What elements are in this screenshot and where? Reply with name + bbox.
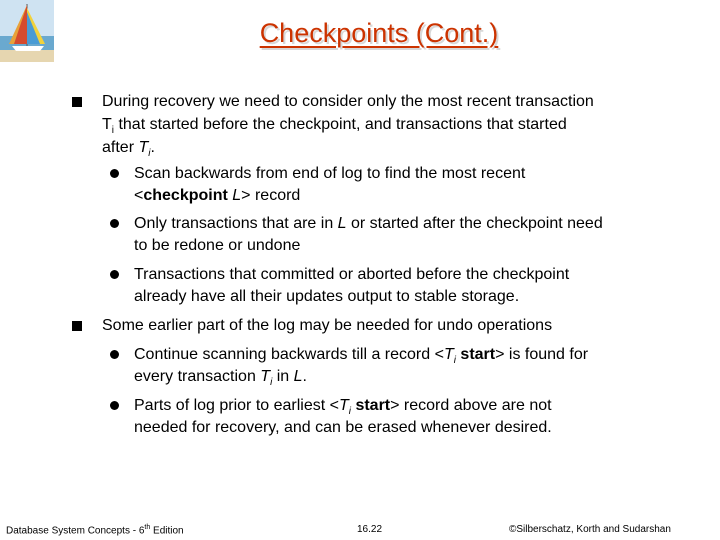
bullet-line: needed for recovery, and can be erased whenever desired. — [134, 419, 552, 436]
footer-page-number: 16.22 — [357, 524, 383, 535]
bullet-line: Parts of log prior to earliest $<T_i$ start> record above are not — [134, 397, 552, 418]
bullet-line: $T_i$ that started before the checkpoint, and transactions that started — [102, 116, 567, 137]
square-bullet-icon — [72, 321, 82, 331]
bullet-line: to be redone or undone — [134, 237, 301, 254]
bullet-line: Some earlier part of the log may be needed for undo operations — [102, 317, 553, 334]
bullet-line: Transactions that committed or aborted before the checkpoint — [134, 266, 570, 283]
bullet-line: <checkpoint L> record — [134, 187, 301, 204]
round-bullet-icon — [110, 219, 119, 228]
bullet-line: Only transactions that are in L or started after the checkpoint need — [134, 215, 603, 232]
bullet-line: already have all their updates output to stable storage. — [134, 288, 520, 305]
bullet-line: after $T_i$. — [102, 139, 155, 160]
round-bullet-icon — [110, 169, 119, 178]
slide-title: Checkpoints (Cont.) — [259, 18, 499, 48]
bullet-line: Continue scanning backwards till a record $<T_i$ start> is found for — [134, 346, 589, 367]
round-bullet-icon — [110, 270, 119, 279]
footer-book-title: Database System Concepts - 6th Edition — [6, 524, 184, 537]
round-bullet-icon — [110, 350, 119, 359]
round-bullet-icon — [110, 401, 119, 410]
footer-copyright: ©Silberschatz, Korth and Sudarshan — [509, 524, 671, 535]
bullet-line: Scan backwards from end of log to find the most recent — [134, 165, 526, 182]
bullet-line: During recovery we need to consider only the most recent transaction — [102, 93, 594, 110]
bullet-line: every transaction $T_i$ in L. — [134, 368, 307, 389]
square-bullet-icon — [72, 97, 82, 107]
